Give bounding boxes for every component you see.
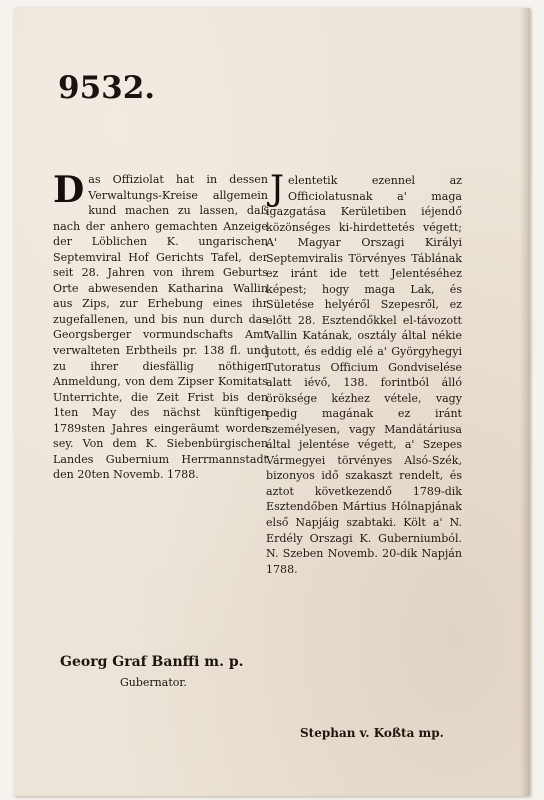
hungarian-body: elentetik ezennel az Officiolatusnak a' maga igazgatása Kerületiben iéjendő közönséges ki-hirdettetés végett; A' Magyar Orszagi Királyi Septemviralis Törvényes Táblának ez iránt ide tett Jelentéséhez képest; hogy maga Lak, és Sületése helyéről Szepesről, ez előtt 28. Esztendőkkel el-távozott Vallin Katának, osztály által nékie jutott, és eddig elé a' Györgyhegyi Tutoratus Officium Gondviselése alatt iévő, 138. forintból álló öröksége kézhez vétele, vagy pedig magának ez iránt személyesen, vagy Mandátáriusa által jelentése végett, a' Szepes Vármegyei törvényes Alsó-Szék, bizonyos idő szakaszt rendelt, és aztot következendő 1789-dik Esztendőben Mártius Hólnapjának első Napjáig szabtaki. Költ a' N. Erdély Orszagi K. Guberniumból. N. Szeben Novemb. 20-dik Napján 1788.	[266, 174, 462, 576]
secretary-signature: Stephan v. Koßta mp.	[300, 726, 444, 740]
document-number: 9532.	[58, 70, 156, 106]
german-body: as Offiziolat hat in dessen Verwaltungs-Kreise allgemein kund machen zu lassen, daß nach der anhero gemachten Anzeige der Löblichen K. ungarischen Septemviral Hof Gerichts Tafel, der seit 28. Jahren von ihrem Geburts Orte abwesenden Katharina Wallin aus Zips, zur Erhebung eines ihr zugefallenen, und bis nun durch das Georgsberger vormundschafts Amt verwalteten Erbtheils pr. 138 fl. und zu ihrer diesfällig nöthigen Anmeldung, von dem Zipser Komitats Unterrichte, die Zeit Frist bis den 1ten May des nächst künftigen 1789sten Jahres eingeräumt worden sey. Von dem K. Siebenbürgischen Landes Gubernium Herrmannstadt den 20ten Novemb. 1788.	[53, 173, 268, 482]
governor-signature: Georg Graf Banffi m. p.	[60, 654, 244, 670]
german-initial: D	[53, 169, 85, 211]
hungarian-initial: J	[270, 169, 285, 209]
governor-title: Gubernator.	[120, 676, 187, 689]
hungarian-text-column	[266, 169, 462, 577]
german-text-column	[53, 169, 268, 483]
paper-edge-shadow	[520, 8, 530, 796]
